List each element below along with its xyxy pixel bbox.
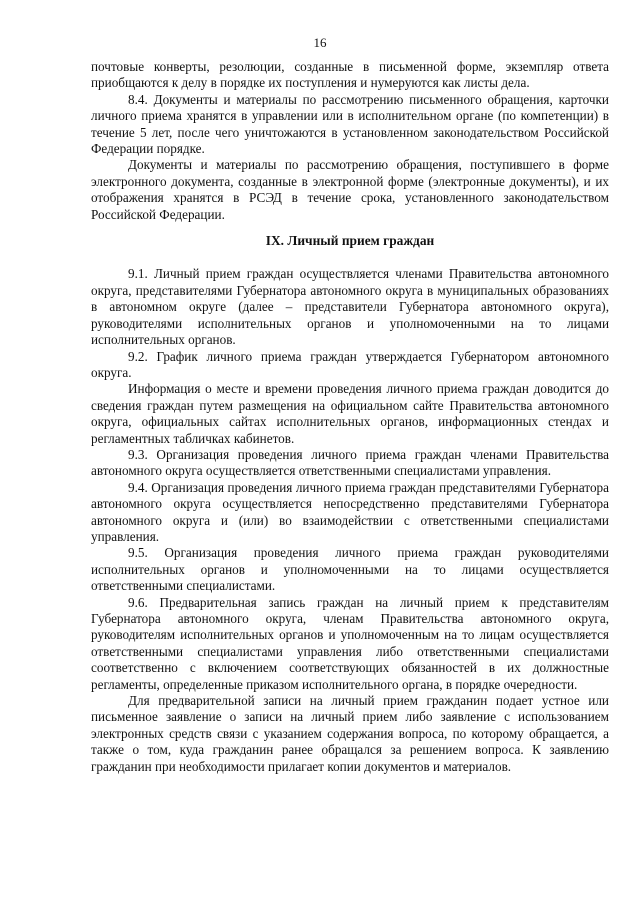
paragraph-9-1: 9.1. Личный прием граждан осуществляется членами Правительства автономного округа, представителями Губернатора автономного округа в муниципальных образованиях в автономном округе (далее – представители Губернатора автономного округа), руководителями исполнительных органов и уполномоченными на то лицами исполнительных органов. xyxy=(91,266,609,348)
paragraph-9-3: 9.3. Организация проведения личного приема граждан членами Правительства автономного округа осуществляется ответственными специалистами управления. xyxy=(91,446,609,479)
paragraph-archive-continuation: почтовые конверты, резолюции, созданные в письменной форме, экземпляр ответа приобщаются к делу в порядке их поступления и нумеруются как листы дела. xyxy=(91,59,609,91)
paragraph-9-2: 9.2. График личного приема граждан утверждается Губернатором автономного округа. xyxy=(91,348,609,380)
paragraph-9-5: 9.5. Организация проведения личного приема граждан руководителями исполнительных органов и уполномоченными на то лицами осуществляется ответственными специалистами. xyxy=(91,545,609,594)
paragraph-9-4: 9.4. Организация проведения личного приема граждан представителями Губернатора автономного округа осуществляется непосредственно представителями Губернатора автономного округа и (или) во взаимодействии с ответственными специалистами управления. xyxy=(91,479,609,544)
paragraph-info-place-time: Информация о месте и времени проведения личного приема граждан доводится до сведения граждан путем размещения на официальном сайте Правительства автономного округа, официальных сайтах исполнительных органов, информационных стендах и регламентных табличках кабинетов. xyxy=(91,381,609,446)
paragraph-electronic-documents: Документы и материалы по рассмотрению обращения, поступившего в форме электронного документа, созданные в электронной форме (электронные документы), и их отображения хранятся в РСЭД в течение срока, установленного законодательством Российской Федерации. xyxy=(91,157,609,222)
section-heading: IX. Личный прием граждан xyxy=(265,233,435,249)
page-number: 16 xyxy=(313,35,327,50)
paragraph-9-6: 9.6. Предварительная запись граждан на личный прием к представителям Губернатора автономного округа, членам Правительства автономного округа, руководителям исполнительных органов и уполномоченным на то лицам осуществляется ответственными специалистами управления либо ответственными специалистами соответственно с включением соответствующих обязанностей в их должностные регламенты, определенные приказом исполнительного органа, в порядке очередности. xyxy=(91,594,609,692)
paragraph-preliminary-registration: Для предварительной записи на личный прием гражданин подает устное или письменное заявление о записи на личный прием либо заявление с использованием электронных средств связи с указанием содержания вопроса, по которому обращается, а также о том, куда гражданин ранее обращался за решением вопроса. К заявлению гражданин при необходимости прилагает копии документов и материалов. xyxy=(91,693,609,774)
paragraph-8-4: 8.4. Документы и материалы по рассмотрению письменного обращения, карточки личного приема хранятся в управлении или в исполнительном органе (по компетенции) в течение 5 лет, после чего уничтожаются в установленном законодательством Российской Федерации порядке. xyxy=(91,91,609,157)
document-body xyxy=(91,59,609,775)
